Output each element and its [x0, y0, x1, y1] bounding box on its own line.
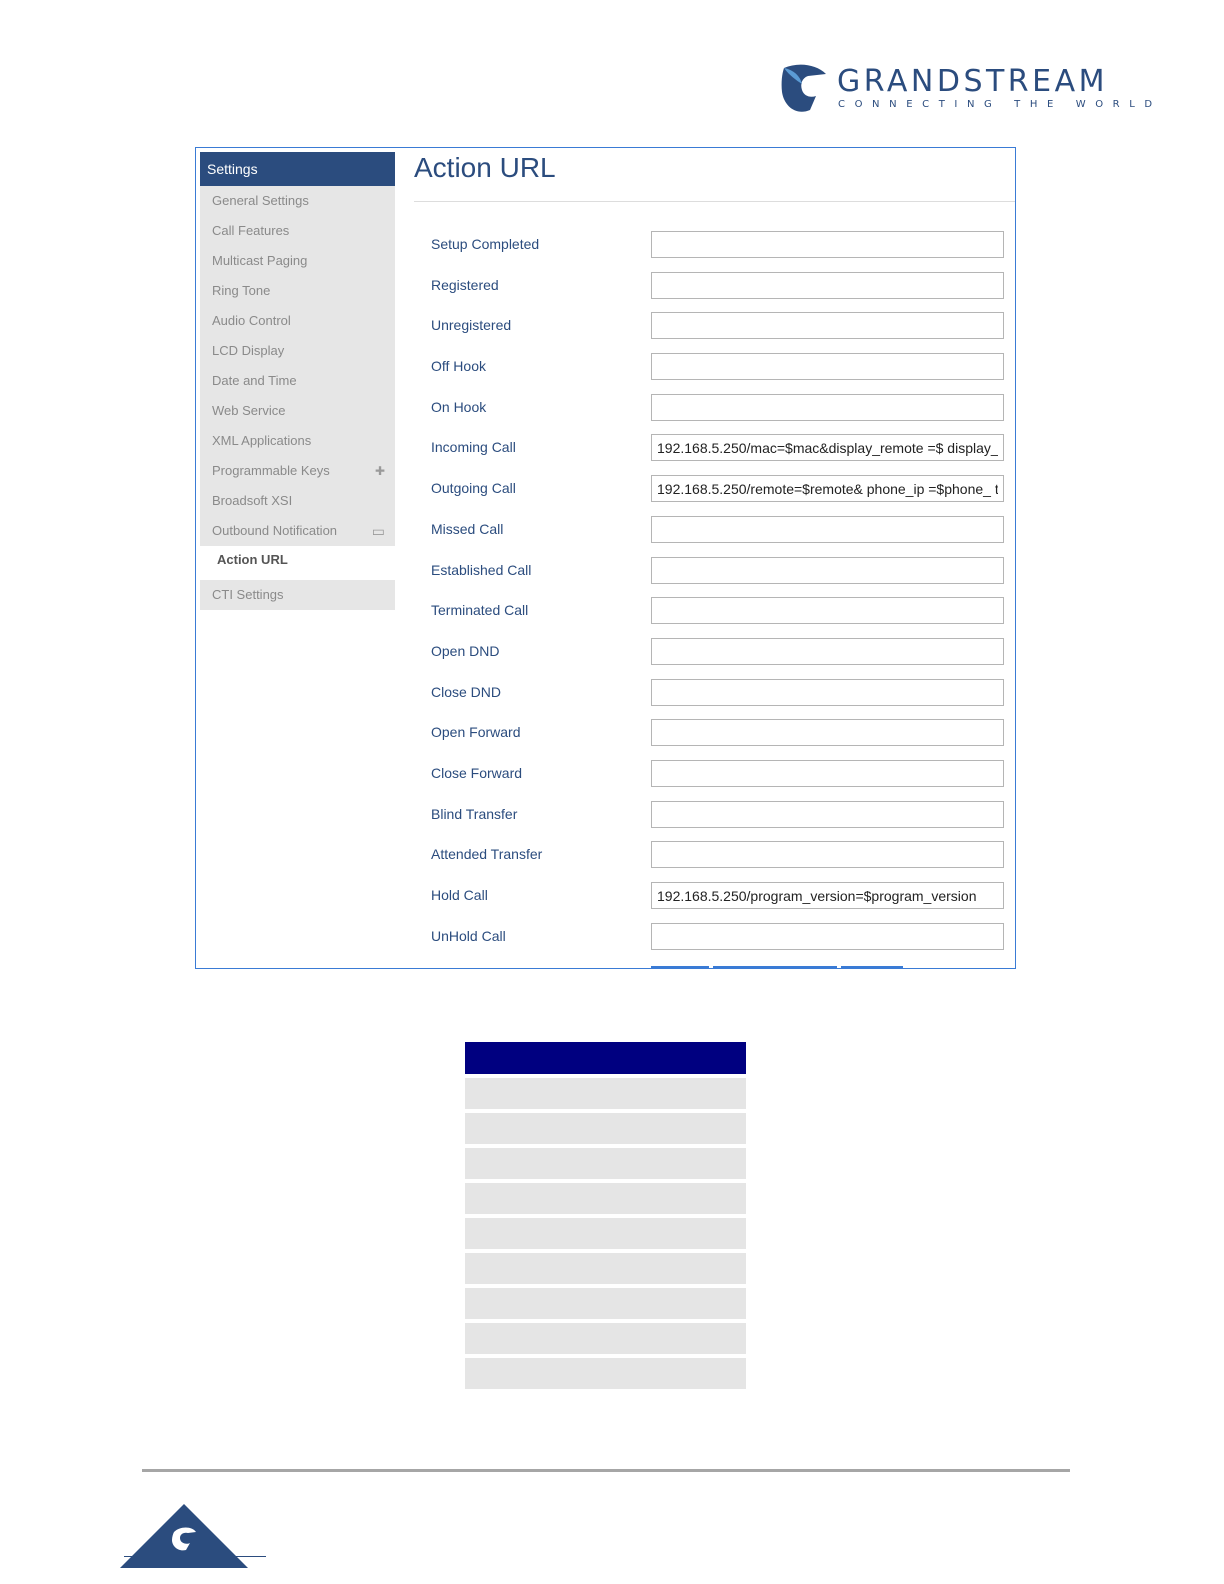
brand-tagline: CONNECTING THE WORLD [838, 99, 1162, 110]
sidebar-item-programmable-keys[interactable] [200, 456, 395, 486]
field-label: Outgoing Call [431, 480, 516, 497]
field-label: Terminated Call [431, 602, 529, 619]
table-row [465, 1078, 746, 1109]
brand-name: GRANDSTREAM [837, 64, 1109, 99]
table-row [465, 1183, 746, 1214]
sidebar-item-label: Audio Control [212, 313, 291, 328]
missed-call-url-input[interactable] [651, 516, 1004, 543]
plus-icon[interactable]: ✚ [374, 464, 385, 478]
blind-transfer-url-input[interactable] [651, 801, 1004, 828]
field-label: Close DND [431, 683, 502, 700]
sidebar-item-date-and-time[interactable] [200, 366, 395, 396]
field-label: Close Forward [431, 764, 523, 781]
unhold-call-url-input[interactable] [651, 923, 1004, 950]
sidebar-item-action-url[interactable]: Action URL [200, 546, 395, 580]
sidebar-item-lcd-display[interactable] [200, 336, 395, 366]
established-call-url-input[interactable] [651, 557, 1004, 584]
table-row [465, 1323, 746, 1354]
minus-icon[interactable]: ▭ [371, 523, 385, 539]
sidebar-item-label: Multicast Paging [212, 253, 308, 268]
table-header [465, 1042, 746, 1074]
sidebar-item-call-features[interactable] [200, 216, 395, 246]
sidebar-item-broadsoft-xsi[interactable] [200, 486, 395, 516]
field-label: Open Forward [431, 724, 521, 741]
field-label: Setup Completed [431, 236, 540, 252]
field-label: Blind Transfer [431, 805, 518, 822]
field-label: Incoming Call [431, 439, 516, 456]
field-label: Off Hook [431, 358, 486, 375]
open-forward-url-input[interactable] [651, 719, 1004, 746]
attended-transfer-url-input[interactable] [651, 841, 1004, 868]
sidebar-item-label: Ring Tone [212, 283, 271, 298]
sidebar-item-label: Web Service [212, 403, 286, 418]
field-label: Attended Transfer [431, 846, 543, 863]
footer-link-line [124, 1556, 266, 1557]
field-label: On Hook [431, 398, 487, 415]
open-dnd-url-input[interactable] [651, 638, 1004, 665]
field-label: Registered [431, 276, 499, 293]
parameter-table [465, 1042, 746, 1389]
table-row [465, 1253, 746, 1284]
settings-sidebar [200, 152, 395, 610]
footer-divider [142, 1469, 1070, 1472]
sidebar-item-multicast-paging[interactable] [200, 246, 395, 276]
sidebar-menu [200, 186, 395, 546]
field-label: Hold Call [431, 887, 488, 903]
sidebar-header: Settings [200, 152, 395, 186]
sidebar-item-outbound-notification[interactable] [200, 516, 395, 546]
table-row [465, 1113, 746, 1144]
field-label: UnHold Call [431, 927, 506, 944]
terminated-call-url-input[interactable] [651, 597, 1004, 624]
table-row [465, 1358, 746, 1389]
sidebar-item-ring-tone[interactable] [200, 276, 395, 306]
sidebar-item-label: Programmable Keys [212, 463, 330, 478]
off-hook-url-input[interactable] [651, 353, 1004, 380]
button-edge[interactable] [713, 966, 837, 969]
sidebar-item-label: Outbound Notification [212, 523, 338, 538]
grandstream-logo [780, 62, 1162, 118]
field-label: Unregistered [431, 317, 512, 334]
hold-call-url-input[interactable] [651, 882, 1004, 909]
button-edge[interactable] [841, 966, 903, 969]
sidebar-item-label: LCD Display [212, 343, 285, 358]
setup-completed-url-input[interactable] [651, 231, 1004, 258]
field-label: Established Call [431, 561, 532, 578]
action-url-screenshot [195, 147, 1016, 969]
close-dnd-url-input[interactable] [651, 679, 1004, 706]
sidebar-item-label: Date and Time [212, 373, 297, 388]
sidebar-item-label: Broadsoft XSI [212, 493, 293, 508]
unregistered-url-input[interactable] [651, 312, 1004, 339]
footer-logo-icon [118, 1502, 250, 1568]
sidebar-item-label: General Settings [212, 193, 309, 208]
sidebar-item-xml-applications[interactable] [200, 426, 395, 456]
title-divider [414, 201, 1016, 202]
button-edge[interactable] [651, 966, 709, 969]
field-label: Missed Call [431, 520, 504, 537]
grandstream-logo-icon [780, 62, 830, 116]
sidebar-item-label: XML Applications [212, 433, 312, 448]
table-row [465, 1148, 746, 1179]
outgoing-call-url-input[interactable] [651, 475, 1004, 502]
incoming-call-url-input[interactable] [651, 434, 1004, 461]
table-row [465, 1288, 746, 1319]
registered-url-input[interactable] [651, 272, 1004, 299]
sidebar-item-label: Call Features [212, 223, 290, 238]
page-title: Action URL [414, 152, 556, 183]
field-label: Open DND [431, 642, 500, 659]
close-forward-url-input[interactable] [651, 760, 1004, 787]
sidebar-item-cti-settings[interactable]: CTI Settings [212, 587, 284, 602]
on-hook-url-input[interactable] [651, 394, 1004, 421]
sidebar-item-audio-control[interactable] [200, 306, 395, 336]
table-row [465, 1218, 746, 1249]
sidebar-item-general-settings[interactable] [200, 186, 395, 216]
sidebar-item-web-service[interactable] [200, 396, 395, 426]
